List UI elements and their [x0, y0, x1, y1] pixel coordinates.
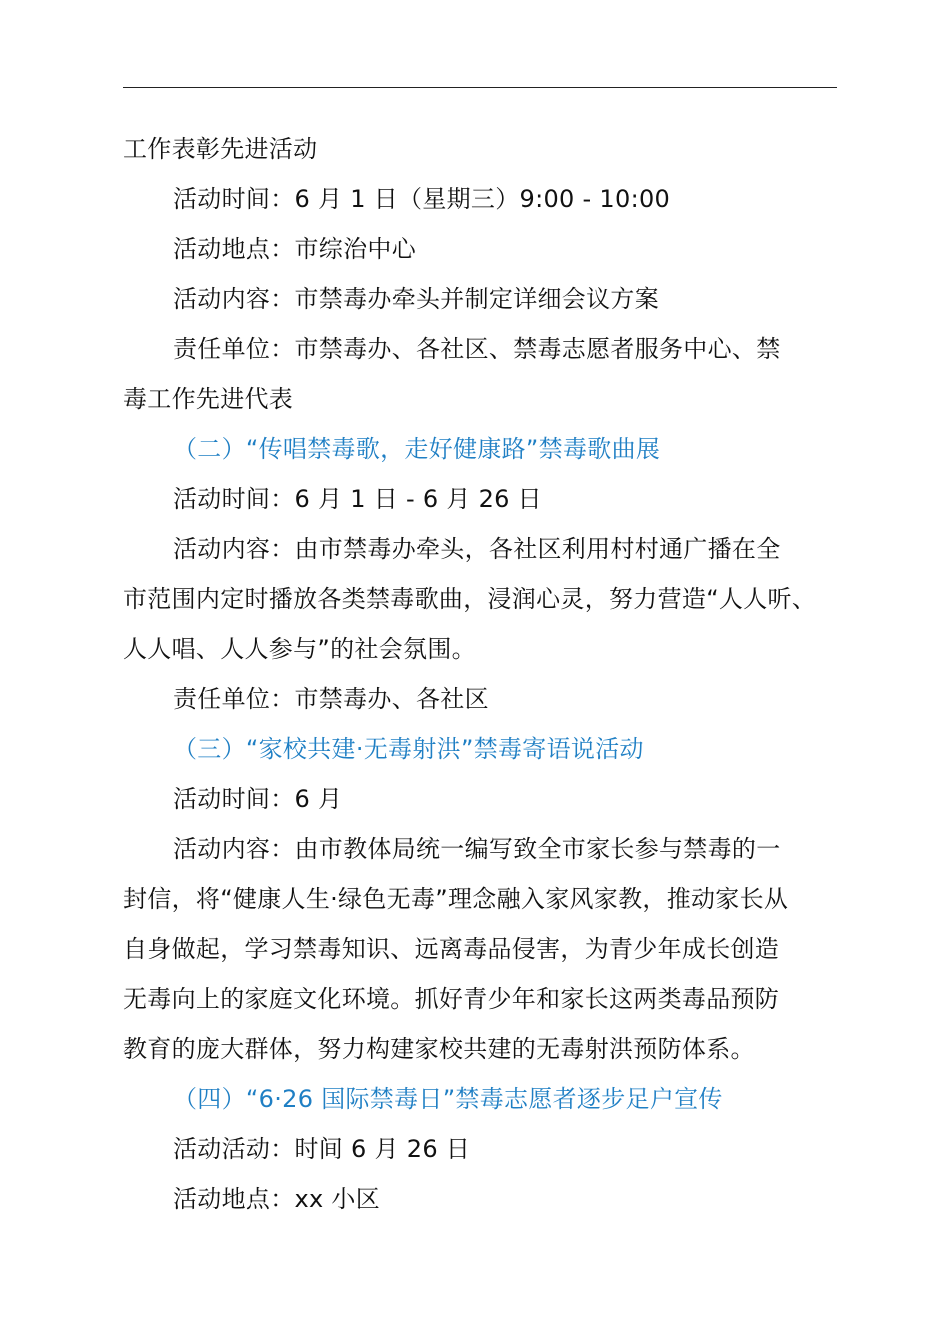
text-line: 封信，将“健康人生·绿色无毒”理念融入家风家教，推动家长从	[123, 885, 789, 913]
section-heading: （三）“家校共建·无毒射洪”禁毒寄语说活动	[173, 735, 644, 763]
text-line: 市范围内定时播放各类禁毒歌曲，浸润心灵，努力营造“人人听、	[123, 585, 817, 613]
text-line: 活动时间：6 月 1 日（星期三）9:00 - 10:00	[173, 185, 671, 213]
text-line: 工作表彰先进活动	[123, 135, 318, 163]
section-heading: （四）“6·26 国际禁毒日”禁毒志愿者逐步足户宣传	[173, 1085, 723, 1113]
text-line: 教育的庞大群体，努力构建家校共建的无毒射洪预防体系。	[123, 1035, 755, 1063]
text-line: 人人唱、人人参与”的社会氛围。	[123, 635, 476, 663]
text-line: 活动内容：由市教体局统一编写致全市家长参与禁毒的一	[173, 835, 781, 863]
text-line: 毒工作先进代表	[123, 385, 294, 413]
text-line: 活动活动：时间 6 月 26 日	[173, 1135, 471, 1163]
text-line: 活动内容：由市禁毒办牵头，各社区利用村村通广播在全	[173, 535, 781, 563]
text-line: 责任单位：市禁毒办、各社区、禁毒志愿者服务中心、禁	[173, 335, 781, 363]
section-heading: （二）“传唱禁毒歌，走好健康路”禁毒歌曲展	[173, 435, 661, 463]
text-line: 自身做起，学习禁毒知识、远离毒品侵害，为青少年成长创造	[123, 935, 780, 963]
text-line: 无毒向上的家庭文化环境。抓好青少年和家长这两类毒品预防	[123, 985, 780, 1013]
header-rule	[123, 87, 837, 88]
document-body	[123, 124, 843, 1224]
text-line: 活动时间：6 月 1 日 - 6 月 26 日	[173, 485, 542, 513]
text-line: 活动地点：市综治中心	[173, 235, 416, 263]
text-line: 责任单位：市禁毒办、各社区	[173, 685, 489, 713]
text-line: 活动时间：6 月	[173, 785, 343, 813]
text-line: 活动内容：市禁毒办牵头并制定详细会议方案	[173, 285, 659, 313]
text-line: 活动地点：xx 小区	[173, 1185, 381, 1213]
